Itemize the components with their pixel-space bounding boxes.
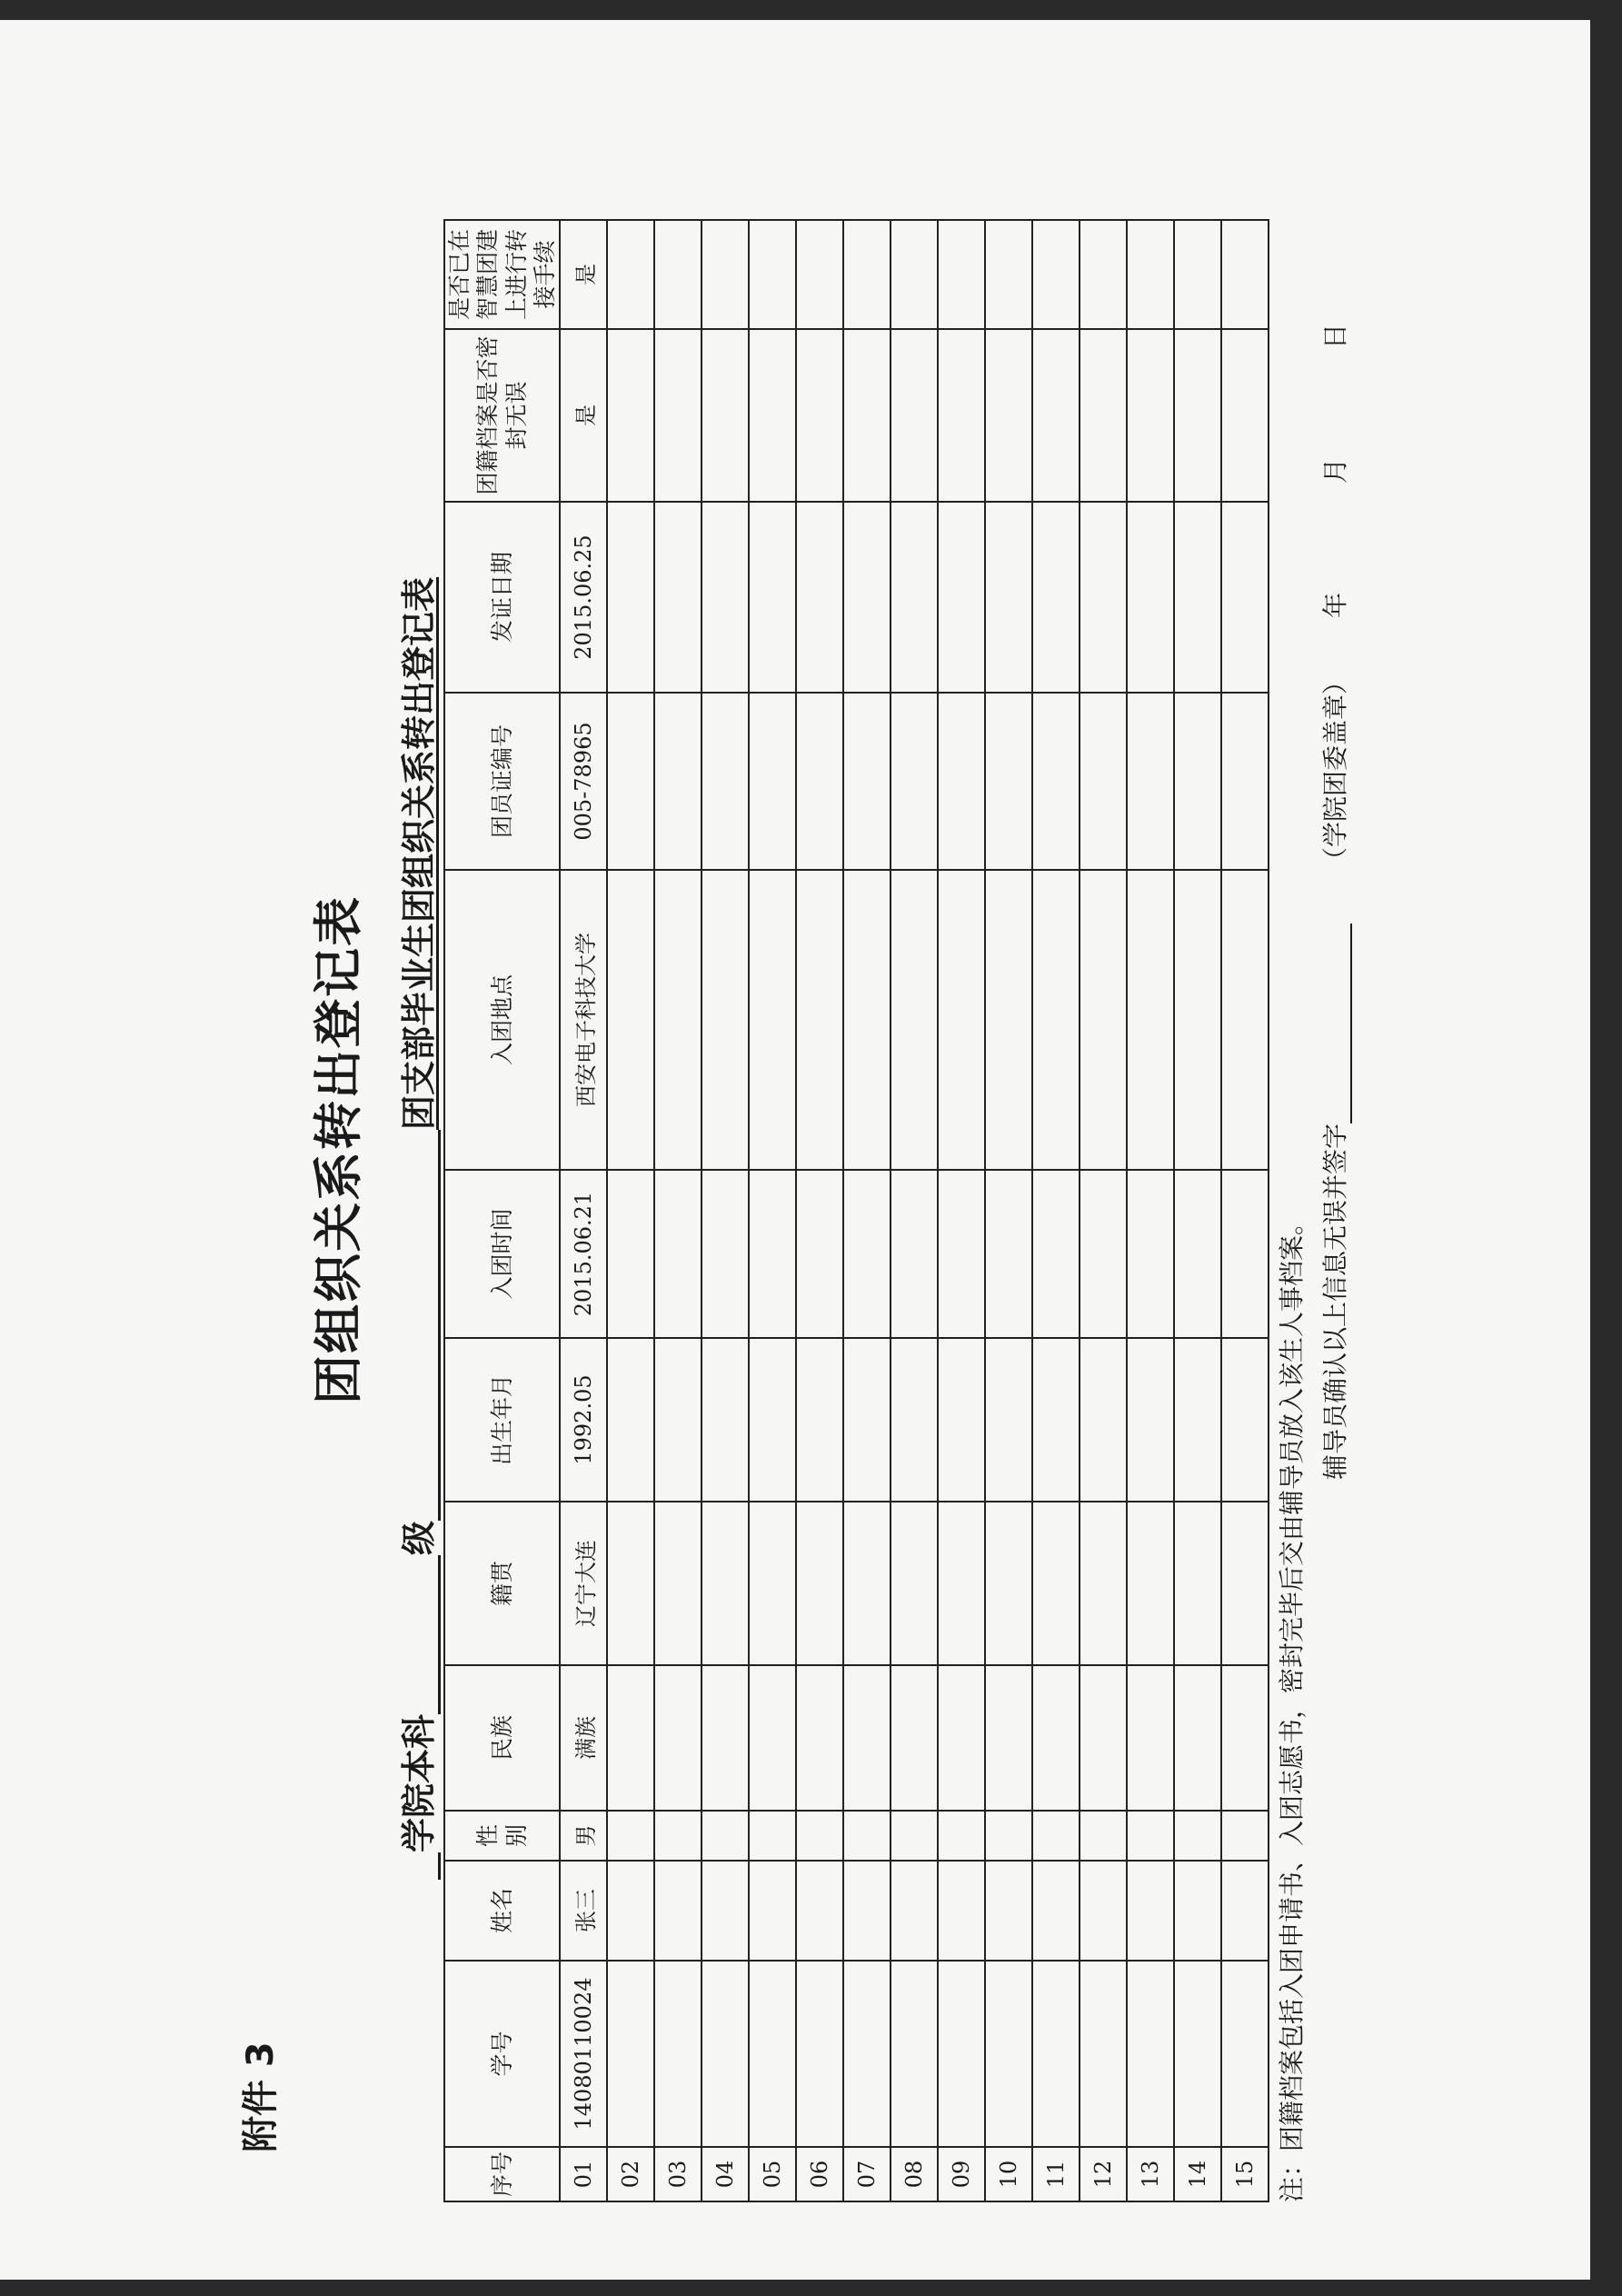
cell-transfer-done[interactable] bbox=[985, 220, 1032, 329]
signature-label: 辅导员确认以上信息无误并签字 bbox=[1320, 1123, 1350, 1480]
cell-transfer-done[interactable] bbox=[1032, 220, 1080, 329]
cell-join-date[interactable] bbox=[938, 1170, 985, 1338]
cell-member-card-no[interactable] bbox=[843, 693, 891, 870]
cell-join-place[interactable] bbox=[607, 870, 654, 1170]
cell-ethnicity[interactable] bbox=[938, 1665, 985, 1811]
cell-ethnicity[interactable] bbox=[607, 1665, 654, 1811]
cell-birth-month[interactable] bbox=[607, 1338, 654, 1502]
cell-native-place[interactable] bbox=[1127, 1502, 1174, 1665]
cell-member-card-no[interactable] bbox=[1174, 693, 1221, 870]
cell-join-date[interactable] bbox=[1080, 1170, 1127, 1338]
cell-student-id[interactable] bbox=[1032, 1961, 1080, 2147]
table-row bbox=[796, 220, 843, 2201]
table-row bbox=[938, 220, 985, 2201]
cell-gender[interactable]: 男 bbox=[560, 1811, 607, 1861]
cell-member-card-no[interactable]: 005-78965 bbox=[560, 693, 607, 870]
subtitle-college: 学院本科 bbox=[399, 1713, 439, 1852]
cell-join-place[interactable] bbox=[749, 870, 796, 1170]
cell-ethnicity[interactable] bbox=[749, 1665, 796, 1811]
cell-transfer-done[interactable]: 是 bbox=[560, 220, 607, 329]
cell-native-place[interactable] bbox=[654, 1502, 702, 1665]
cell-member-card-no[interactable] bbox=[1221, 693, 1269, 870]
cell-birth-month[interactable] bbox=[985, 1338, 1032, 1502]
cell-student-id[interactable] bbox=[891, 1961, 938, 2147]
cell-student-id[interactable] bbox=[843, 1961, 891, 2147]
cell-seq: 08 bbox=[891, 2147, 938, 2201]
cell-native-place[interactable] bbox=[985, 1502, 1032, 1665]
cell-join-place[interactable] bbox=[1221, 870, 1269, 1170]
month-label: 月 bbox=[1320, 457, 1350, 484]
cell-ethnicity[interactable] bbox=[1221, 1665, 1269, 1811]
header-member-card-no: 团员证编号 bbox=[444, 693, 560, 870]
table-row bbox=[1080, 220, 1127, 2201]
cell-archive-sealed[interactable] bbox=[796, 329, 843, 502]
cell-join-place[interactable] bbox=[702, 870, 749, 1170]
cell-gender[interactable] bbox=[1221, 1811, 1269, 1861]
cell-gender[interactable] bbox=[843, 1811, 891, 1861]
cell-join-date[interactable] bbox=[607, 1170, 654, 1338]
cell-transfer-done[interactable] bbox=[843, 220, 891, 329]
cell-native-place[interactable] bbox=[1221, 1502, 1269, 1665]
cell-member-card-no[interactable] bbox=[1080, 693, 1127, 870]
cell-archive-sealed[interactable] bbox=[607, 329, 654, 502]
cell-student-id[interactable] bbox=[796, 1961, 843, 2147]
cell-birth-month[interactable] bbox=[1221, 1338, 1269, 1502]
header-name: 姓名 bbox=[444, 1861, 560, 1961]
cell-issue-date[interactable] bbox=[1032, 502, 1080, 693]
cell-member-card-no[interactable] bbox=[938, 693, 985, 870]
cell-transfer-done[interactable] bbox=[796, 220, 843, 329]
cell-join-date[interactable] bbox=[702, 1170, 749, 1338]
cell-seq: 09 bbox=[938, 2147, 985, 2201]
cell-native-place[interactable] bbox=[843, 1502, 891, 1665]
cell-seq: 01 bbox=[560, 2147, 607, 2201]
cell-native-place[interactable] bbox=[938, 1502, 985, 1665]
cell-archive-sealed[interactable] bbox=[1127, 329, 1174, 502]
cell-gender[interactable] bbox=[702, 1811, 749, 1861]
table-body bbox=[560, 220, 1269, 2201]
footnote: 注：团籍档案包括入团申请书、入团志愿书，密封完毕后交由辅导员放入该生人事档案。 bbox=[1277, 1209, 1307, 2202]
table-row bbox=[702, 220, 749, 2201]
cell-transfer-done[interactable] bbox=[1221, 220, 1269, 329]
cell-archive-sealed[interactable] bbox=[654, 329, 702, 502]
cell-native-place[interactable] bbox=[607, 1502, 654, 1665]
cell-gender[interactable] bbox=[938, 1811, 985, 1861]
cell-member-card-no[interactable] bbox=[891, 693, 938, 870]
cell-member-card-no[interactable] bbox=[702, 693, 749, 870]
cell-issue-date[interactable] bbox=[938, 502, 985, 693]
cell-join-date[interactable] bbox=[1127, 1170, 1174, 1338]
table-row bbox=[891, 220, 938, 2201]
cell-gender[interactable] bbox=[749, 1811, 796, 1861]
cell-issue-date[interactable] bbox=[749, 502, 796, 693]
rotated-form bbox=[0, 20, 1590, 2280]
cell-student-id[interactable] bbox=[654, 1961, 702, 2147]
cell-member-card-no[interactable] bbox=[985, 693, 1032, 870]
cell-name[interactable] bbox=[938, 1861, 985, 1961]
table-row bbox=[749, 220, 796, 2201]
cell-transfer-done[interactable] bbox=[1080, 220, 1127, 329]
cell-name[interactable] bbox=[607, 1861, 654, 1961]
cell-seq: 13 bbox=[1127, 2147, 1174, 2201]
cell-join-date[interactable] bbox=[654, 1170, 702, 1338]
header-seq: 序号 bbox=[444, 2147, 560, 2201]
form-subtitle bbox=[391, 577, 441, 1880]
cell-ethnicity[interactable] bbox=[891, 1665, 938, 1811]
cell-join-date[interactable]: 2015.06.21 bbox=[560, 1170, 607, 1338]
cell-gender[interactable] bbox=[1080, 1811, 1127, 1861]
header-row bbox=[444, 220, 560, 2201]
table-row bbox=[985, 220, 1032, 2201]
cell-member-card-no[interactable] bbox=[1032, 693, 1080, 870]
cell-seq: 04 bbox=[702, 2147, 749, 2201]
cell-gender[interactable] bbox=[1127, 1811, 1174, 1861]
cell-gender[interactable] bbox=[891, 1811, 938, 1861]
cell-issue-date[interactable] bbox=[702, 502, 749, 693]
cell-student-id[interactable] bbox=[1080, 1961, 1127, 2147]
cell-member-card-no[interactable] bbox=[1127, 693, 1174, 870]
header-ethnicity: 民族 bbox=[444, 1665, 560, 1811]
cell-join-place[interactable] bbox=[1032, 870, 1080, 1170]
cell-ethnicity[interactable] bbox=[1174, 1665, 1221, 1811]
cell-birth-month[interactable]: 1992.05 bbox=[560, 1338, 607, 1502]
cell-name[interactable] bbox=[891, 1861, 938, 1961]
cell-gender[interactable] bbox=[654, 1811, 702, 1861]
cell-native-place[interactable] bbox=[1080, 1502, 1127, 1665]
cell-ethnicity[interactable] bbox=[702, 1665, 749, 1811]
cell-issue-date[interactable] bbox=[985, 502, 1032, 693]
cell-gender[interactable] bbox=[1032, 1811, 1080, 1861]
cell-name[interactable] bbox=[1127, 1861, 1174, 1961]
cell-archive-sealed[interactable] bbox=[1174, 329, 1221, 502]
cell-issue-date[interactable] bbox=[607, 502, 654, 693]
cell-archive-sealed[interactable] bbox=[938, 329, 985, 502]
cell-join-date[interactable] bbox=[1032, 1170, 1080, 1338]
cell-join-date[interactable] bbox=[796, 1170, 843, 1338]
cell-native-place[interactable]: 辽宁大连 bbox=[560, 1502, 607, 1665]
cell-issue-date[interactable] bbox=[796, 502, 843, 693]
cell-seq: 14 bbox=[1174, 2147, 1221, 2201]
cell-join-date[interactable] bbox=[1174, 1170, 1221, 1338]
table-row bbox=[843, 220, 891, 2201]
cell-issue-date[interactable] bbox=[1221, 502, 1269, 693]
cell-transfer-done[interactable] bbox=[891, 220, 938, 329]
grade-blank bbox=[402, 1555, 441, 1714]
cell-archive-sealed[interactable] bbox=[1221, 329, 1269, 502]
table-row bbox=[607, 220, 654, 2201]
day-label: 日 bbox=[1320, 323, 1350, 349]
cell-name[interactable] bbox=[749, 1861, 796, 1961]
table-row bbox=[560, 220, 607, 2201]
cell-seq: 10 bbox=[985, 2147, 1032, 2201]
header-native-place: 籍贯 bbox=[444, 1502, 560, 1665]
cell-issue-date[interactable] bbox=[1080, 502, 1127, 693]
header-gender: 性别 bbox=[444, 1811, 560, 1861]
cell-transfer-done[interactable] bbox=[607, 220, 654, 329]
cell-seq: 07 bbox=[843, 2147, 891, 2201]
cell-birth-month[interactable] bbox=[1127, 1338, 1174, 1502]
cell-name[interactable] bbox=[1174, 1861, 1221, 1961]
cell-name[interactable] bbox=[985, 1861, 1032, 1961]
cell-join-place[interactable] bbox=[654, 870, 702, 1170]
table-row bbox=[654, 220, 702, 2201]
cell-seq: 11 bbox=[1032, 2147, 1080, 2201]
cell-archive-sealed[interactable]: 是 bbox=[560, 329, 607, 502]
stamp-label: （学院团委盖章） bbox=[1320, 668, 1350, 873]
cell-name[interactable] bbox=[796, 1861, 843, 1961]
cell-join-date[interactable] bbox=[1221, 1170, 1269, 1338]
cell-transfer-done[interactable] bbox=[1127, 220, 1174, 329]
cell-archive-sealed[interactable] bbox=[1080, 329, 1127, 502]
cell-student-id[interactable] bbox=[1221, 1961, 1269, 2147]
table-row bbox=[1221, 220, 1269, 2201]
cell-issue-date[interactable] bbox=[843, 502, 891, 693]
cell-seq: 05 bbox=[749, 2147, 796, 2201]
cell-issue-date[interactable] bbox=[1174, 502, 1221, 693]
cell-ethnicity[interactable] bbox=[843, 1665, 891, 1811]
cell-join-place[interactable] bbox=[1127, 870, 1174, 1170]
cell-birth-month[interactable] bbox=[702, 1338, 749, 1502]
table-row bbox=[1174, 220, 1221, 2201]
cell-archive-sealed[interactable] bbox=[843, 329, 891, 502]
table-row bbox=[1032, 220, 1080, 2201]
cell-birth-month[interactable] bbox=[654, 1338, 702, 1502]
cell-transfer-done[interactable] bbox=[938, 220, 985, 329]
cell-transfer-done[interactable] bbox=[749, 220, 796, 329]
cell-student-id[interactable] bbox=[749, 1961, 796, 2147]
cell-native-place[interactable] bbox=[891, 1502, 938, 1665]
cell-native-place[interactable] bbox=[796, 1502, 843, 1665]
cell-student-id[interactable]: 14080110024 bbox=[560, 1961, 607, 2147]
cell-archive-sealed[interactable] bbox=[1032, 329, 1080, 502]
cell-student-id[interactable] bbox=[985, 1961, 1032, 2147]
cell-seq: 06 bbox=[796, 2147, 843, 2201]
cell-name[interactable] bbox=[1221, 1861, 1269, 1961]
cell-member-card-no[interactable] bbox=[796, 693, 843, 870]
subtitle-grade: 级 bbox=[399, 1520, 439, 1555]
year-label: 年 bbox=[1320, 592, 1350, 618]
table-row bbox=[1127, 220, 1174, 2201]
cell-archive-sealed[interactable] bbox=[749, 329, 796, 502]
header-join-date: 入团时间 bbox=[444, 1170, 560, 1338]
scanned-page bbox=[0, 20, 1590, 2280]
cell-birth-month[interactable] bbox=[1032, 1338, 1080, 1502]
cell-member-card-no[interactable] bbox=[654, 693, 702, 870]
cell-transfer-done[interactable] bbox=[654, 220, 702, 329]
cell-ethnicity[interactable] bbox=[985, 1665, 1032, 1811]
cell-student-id[interactable] bbox=[702, 1961, 749, 2147]
attachment-label: 附件 3 bbox=[240, 2041, 282, 2152]
college-blank bbox=[402, 1852, 441, 1880]
cell-archive-sealed[interactable] bbox=[891, 329, 938, 502]
cell-issue-date[interactable] bbox=[654, 502, 702, 693]
cell-join-place[interactable] bbox=[1174, 870, 1221, 1170]
cell-birth-month[interactable] bbox=[843, 1338, 891, 1502]
cell-join-date[interactable] bbox=[749, 1170, 796, 1338]
cell-student-id[interactable] bbox=[607, 1961, 654, 2147]
cell-student-id[interactable] bbox=[938, 1961, 985, 2147]
cell-student-id[interactable] bbox=[1127, 1961, 1174, 2147]
header-issue-date: 发证日期 bbox=[444, 502, 560, 693]
cell-archive-sealed[interactable] bbox=[702, 329, 749, 502]
cell-native-place[interactable] bbox=[1174, 1502, 1221, 1665]
cell-gender[interactable] bbox=[985, 1811, 1032, 1861]
cell-gender[interactable] bbox=[607, 1811, 654, 1861]
cell-native-place[interactable] bbox=[702, 1502, 749, 1665]
cell-student-id[interactable] bbox=[1174, 1961, 1221, 2147]
cell-ethnicity[interactable] bbox=[1080, 1665, 1127, 1811]
form-title: 团组织关系转出登记表 bbox=[309, 895, 367, 1404]
cell-native-place[interactable] bbox=[1032, 1502, 1080, 1665]
cell-name[interactable] bbox=[1080, 1861, 1127, 1961]
cell-join-place[interactable]: 西安电子科技大学 bbox=[560, 870, 607, 1170]
cell-seq: 15 bbox=[1221, 2147, 1269, 2201]
cell-name[interactable]: 张三 bbox=[560, 1861, 607, 1961]
cell-birth-month[interactable] bbox=[1080, 1338, 1127, 1502]
cell-native-place[interactable] bbox=[749, 1502, 796, 1665]
cell-name[interactable] bbox=[702, 1861, 749, 1961]
signature-blank[interactable] bbox=[1323, 923, 1352, 1123]
cell-name[interactable] bbox=[1032, 1861, 1080, 1961]
cell-birth-month[interactable] bbox=[1174, 1338, 1221, 1502]
cell-join-date[interactable] bbox=[843, 1170, 891, 1338]
cell-issue-date[interactable] bbox=[891, 502, 938, 693]
cell-ethnicity[interactable] bbox=[796, 1665, 843, 1811]
transfer-table bbox=[443, 219, 1269, 2202]
cell-gender[interactable] bbox=[796, 1811, 843, 1861]
cell-ethnicity[interactable]: 满族 bbox=[560, 1665, 607, 1811]
cell-birth-month[interactable] bbox=[891, 1338, 938, 1502]
cell-name[interactable] bbox=[654, 1861, 702, 1961]
cell-ethnicity[interactable] bbox=[654, 1665, 702, 1811]
cell-seq: 02 bbox=[607, 2147, 654, 2201]
cell-issue-date[interactable]: 2015.06.25 bbox=[560, 502, 607, 693]
cell-join-place[interactable] bbox=[843, 870, 891, 1170]
signature-line bbox=[1316, 324, 1352, 1480]
cell-join-place[interactable] bbox=[796, 870, 843, 1170]
cell-name[interactable] bbox=[843, 1861, 891, 1961]
cell-birth-month[interactable] bbox=[938, 1338, 985, 1502]
cell-member-card-no[interactable] bbox=[607, 693, 654, 870]
subtitle-branch: 团支部毕业生团组织关系转出登记表 bbox=[399, 576, 439, 1130]
cell-birth-month[interactable] bbox=[796, 1338, 843, 1502]
header-join-place: 入团地点 bbox=[444, 870, 560, 1170]
cell-birth-month[interactable] bbox=[749, 1338, 796, 1502]
cell-ethnicity[interactable] bbox=[1127, 1665, 1174, 1811]
cell-join-place[interactable] bbox=[1080, 870, 1127, 1170]
cell-seq: 12 bbox=[1080, 2147, 1127, 2201]
cell-seq: 03 bbox=[654, 2147, 702, 2201]
cell-transfer-done[interactable] bbox=[702, 220, 749, 329]
header-transfer-done: 是否已在智慧团建上进行转接手续 bbox=[444, 220, 560, 329]
cell-archive-sealed[interactable] bbox=[985, 329, 1032, 502]
header-student-id: 学号 bbox=[444, 1961, 560, 2147]
cell-ethnicity[interactable] bbox=[1032, 1665, 1080, 1811]
cell-member-card-no[interactable] bbox=[749, 693, 796, 870]
cell-join-place[interactable] bbox=[891, 870, 938, 1170]
header-archive-sealed: 团籍档案是否密封无误 bbox=[444, 329, 560, 502]
cell-join-date[interactable] bbox=[891, 1170, 938, 1338]
cell-join-date[interactable] bbox=[985, 1170, 1032, 1338]
cell-join-place[interactable] bbox=[985, 870, 1032, 1170]
cell-join-place[interactable] bbox=[938, 870, 985, 1170]
header-birth-month: 出生年月 bbox=[444, 1338, 560, 1502]
cell-issue-date[interactable] bbox=[1127, 502, 1174, 693]
cell-gender[interactable] bbox=[1174, 1811, 1221, 1861]
cell-transfer-done[interactable] bbox=[1174, 220, 1221, 329]
branch-blank bbox=[402, 1130, 441, 1521]
